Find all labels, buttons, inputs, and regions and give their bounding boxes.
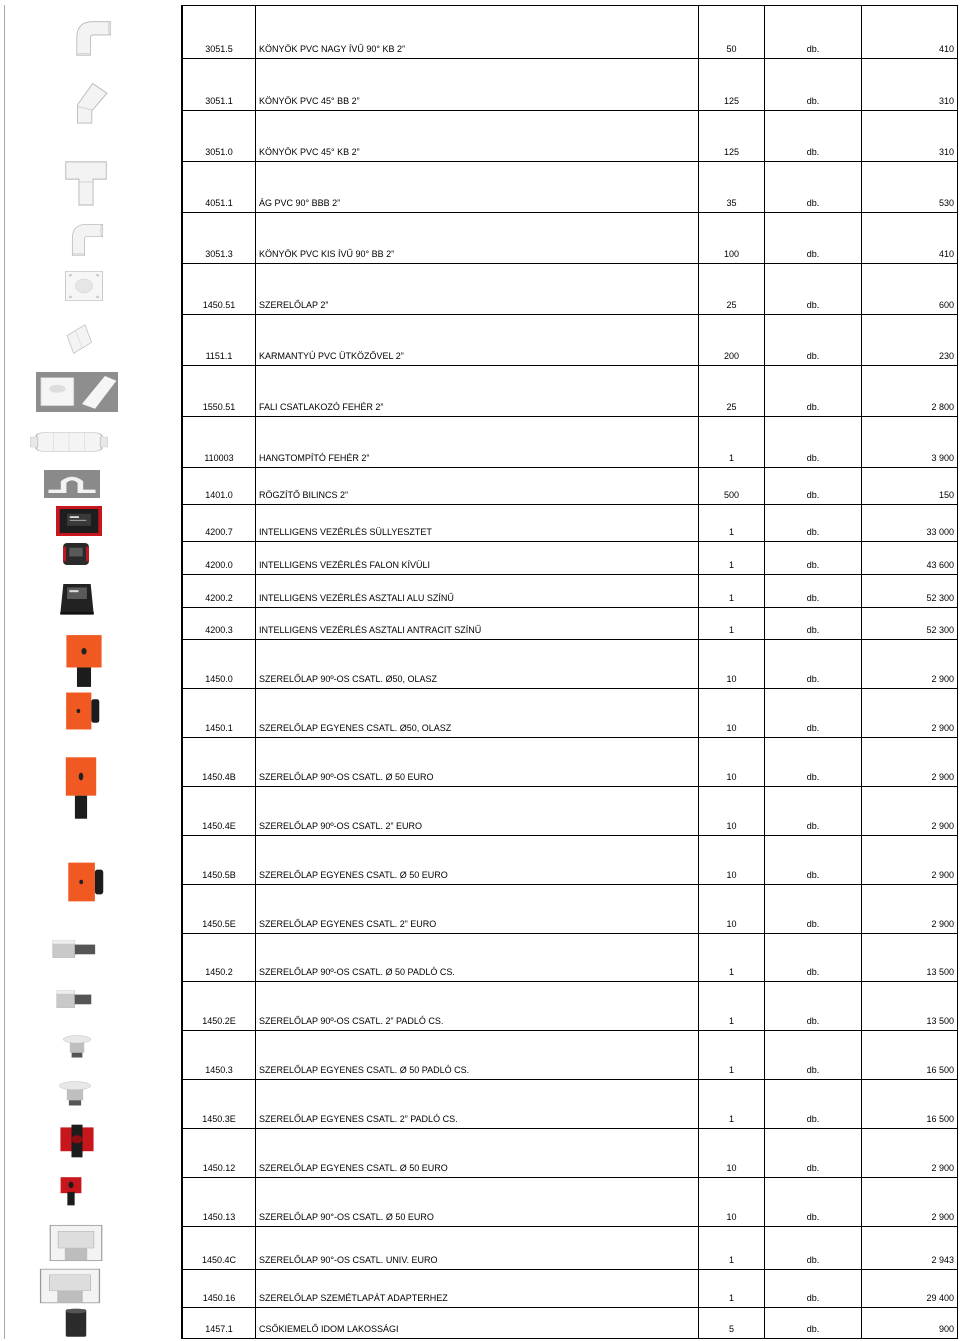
product-name: INTELLIGENS VEZÉRLÉS SÜLLYESZTET <box>256 505 699 541</box>
table-row <box>183 1129 958 1178</box>
product-code: 1450.16 <box>183 1270 256 1307</box>
table-row <box>183 1227 958 1270</box>
product-code: 4051.1 <box>183 162 256 212</box>
table-row <box>183 162 958 213</box>
unit-price: 13 500 <box>862 934 958 981</box>
quantity: 10 <box>699 640 765 688</box>
floor-90-grey-image <box>52 938 96 960</box>
unit-price: 150 <box>862 468 958 504</box>
unit-price: 530 <box>862 162 958 212</box>
unit: db. <box>765 1227 862 1269</box>
product-name: SZERELŐLAP EGYENES CSATL. Ø 50 PADLÓ CS. <box>256 1031 699 1079</box>
product-code: 3051.5 <box>183 6 256 58</box>
product-name: INTELLIGENS VEZÉRLÉS FALON KÍVÜLI <box>256 542 699 574</box>
quantity: 1 <box>699 1080 765 1128</box>
quantity: 500 <box>699 468 765 504</box>
unit: db. <box>765 505 862 541</box>
unit-price: 600 <box>862 264 958 314</box>
product-code: 4200.7 <box>183 505 256 541</box>
product-name: KÖNYÖK PVC 45° KB 2” <box>256 111 699 161</box>
product-code: 1450.2 <box>183 934 256 981</box>
unit: db. <box>765 689 862 737</box>
quantity: 5 <box>699 1308 765 1338</box>
table-row <box>183 264 958 315</box>
unit: db. <box>765 640 862 688</box>
product-code: 3051.3 <box>183 213 256 263</box>
price-table <box>181 5 958 1339</box>
unit: db. <box>765 787 862 835</box>
product-code: 1450.1 <box>183 689 256 737</box>
unit: db. <box>765 575 862 607</box>
quantity: 1 <box>699 982 765 1030</box>
table-row <box>183 468 958 505</box>
product-name: SZERELŐLAP EGYENES CSATL. Ø50, OLASZ <box>256 689 699 737</box>
product-code: 1450.3 <box>183 1031 256 1079</box>
product-code: 4200.0 <box>183 542 256 574</box>
quantity: 1 <box>699 608 765 639</box>
quantity: 50 <box>699 6 765 58</box>
unit-price: 52 300 <box>862 608 958 639</box>
unit-price: 29 400 <box>862 1270 958 1307</box>
product-code: 1450.51 <box>183 264 256 314</box>
product-code: 1450.13 <box>183 1178 256 1226</box>
unit-price: 310 <box>862 111 958 161</box>
table-row <box>183 59 958 111</box>
unit: db. <box>765 213 862 263</box>
product-name: SZERELŐLAP EGYENES CSATL. 2” EURO <box>256 885 699 933</box>
unit: db. <box>765 1270 862 1307</box>
sleeve-white-image <box>64 322 94 356</box>
table-row <box>183 542 958 575</box>
unit: db. <box>765 315 862 365</box>
quantity: 10 <box>699 689 765 737</box>
table-row <box>183 505 958 542</box>
product-code: 1450.4E <box>183 787 256 835</box>
table-row <box>183 315 958 366</box>
elbow-90-white-image <box>68 220 104 256</box>
table-row <box>183 836 958 885</box>
unit-price: 2 900 <box>862 1129 958 1177</box>
unit: db. <box>765 1080 862 1128</box>
product-name: SZERELŐLAP 90º-OS CSATL. 2” PADLÓ CS. <box>256 982 699 1030</box>
product-name: KÖNYÖK PVC KIS ÍVŰ 90° BB 2” <box>256 213 699 263</box>
table-row <box>183 1308 958 1339</box>
unit: db. <box>765 417 862 467</box>
unit-price: 2 900 <box>862 836 958 884</box>
unit-price: 43 600 <box>862 542 958 574</box>
product-code: 1450.2E <box>183 982 256 1030</box>
unit: db. <box>765 111 862 161</box>
table-row <box>183 417 958 468</box>
plate-orange-straight-image <box>66 860 104 904</box>
unit: db. <box>765 542 862 574</box>
table-row <box>183 608 958 640</box>
quantity: 10 <box>699 885 765 933</box>
floor-straight-grey-image <box>62 1034 92 1058</box>
product-code: 4200.2 <box>183 575 256 607</box>
unit: db. <box>765 885 862 933</box>
product-code: 1450.5B <box>183 836 256 884</box>
unit: db. <box>765 468 862 504</box>
unit-price: 2 900 <box>862 1178 958 1226</box>
wall-connector-white-image <box>36 372 118 412</box>
product-code: 3051.1 <box>183 59 256 110</box>
unit: db. <box>765 608 862 639</box>
quantity: 10 <box>699 836 765 884</box>
quantity: 125 <box>699 111 765 161</box>
table-row <box>183 689 958 738</box>
quantity: 1 <box>699 417 765 467</box>
floor-90-grey-image <box>56 988 92 1010</box>
table-row <box>183 787 958 836</box>
table-row <box>183 738 958 787</box>
unit-price: 16 500 <box>862 1031 958 1079</box>
product-code: 4200.3 <box>183 608 256 639</box>
table-row <box>183 1080 958 1129</box>
table-row <box>183 1031 958 1080</box>
product-code: 3051.0 <box>183 111 256 161</box>
unit-price: 310 <box>862 59 958 110</box>
unit: db. <box>765 366 862 416</box>
unit: db. <box>765 59 862 110</box>
product-code: 1450.0 <box>183 640 256 688</box>
quantity: 10 <box>699 1129 765 1177</box>
quantity: 25 <box>699 264 765 314</box>
unit-price: 2 943 <box>862 1227 958 1269</box>
table-row <box>183 575 958 608</box>
unit-price: 3 900 <box>862 417 958 467</box>
product-name: INTELLIGENS VEZÉRLÉS ASZTALI ANTRACIT SZÍNŰ <box>256 608 699 639</box>
table-row <box>183 366 958 417</box>
table-row <box>183 1270 958 1308</box>
quantity: 1 <box>699 542 765 574</box>
unit-price: 410 <box>862 213 958 263</box>
elbow-45-white-image <box>70 80 112 124</box>
table-row <box>183 111 958 162</box>
table-row <box>183 982 958 1031</box>
product-name: SZERELŐLAP 90°-OS CSATL. Ø 50 EURO <box>256 1178 699 1226</box>
controller-flush-image <box>56 506 102 536</box>
frame-device-white-image <box>38 1266 102 1306</box>
unit-price: 900 <box>862 1308 958 1338</box>
unit-price: 13 500 <box>862 982 958 1030</box>
table-row <box>183 885 958 934</box>
tee-white-image <box>64 158 108 206</box>
table-row <box>183 640 958 689</box>
unit: db. <box>765 934 862 981</box>
unit: db. <box>765 6 862 58</box>
unit-price: 52 300 <box>862 575 958 607</box>
quantity: 200 <box>699 315 765 365</box>
unit-price: 2 900 <box>862 738 958 786</box>
product-name: FALI CSATLAKOZÓ FEHÉR 2” <box>256 366 699 416</box>
unit: db. <box>765 1129 862 1177</box>
table-row <box>183 934 958 982</box>
product-code: 1151.1 <box>183 315 256 365</box>
unit: db. <box>765 1178 862 1226</box>
unit-price: 2 900 <box>862 787 958 835</box>
quantity: 1 <box>699 1270 765 1307</box>
product-name: INTELLIGENS VEZÉRLÉS ASZTALI ALU SZÍNŰ <box>256 575 699 607</box>
product-code: 1450.4B <box>183 738 256 786</box>
product-name: SZERELŐLAP 2” <box>256 264 699 314</box>
plate-orange-90-image <box>62 756 100 820</box>
unit-price: 2 900 <box>862 640 958 688</box>
product-code: 1457.1 <box>183 1308 256 1338</box>
product-name: ÁG PVC 90° BBB 2” <box>256 162 699 212</box>
clamp-white-image <box>44 470 100 498</box>
product-code: 1450.4C <box>183 1227 256 1269</box>
product-code: 1401.0 <box>183 468 256 504</box>
product-code: 110003 <box>183 417 256 467</box>
floor-straight-grey-image <box>58 1080 92 1106</box>
silencer-white-image <box>30 428 108 456</box>
plate-orange-90-image <box>62 634 106 688</box>
unit-price: 16 500 <box>862 1080 958 1128</box>
quantity: 1 <box>699 1227 765 1269</box>
quantity: 125 <box>699 59 765 110</box>
quantity: 35 <box>699 162 765 212</box>
elbow-90-white-image <box>72 17 112 56</box>
controller-wall-image <box>62 542 90 566</box>
quantity: 1 <box>699 505 765 541</box>
product-name: SZERELŐLAP 90º-OS CSATL. Ø 50 EURO <box>256 738 699 786</box>
product-code: 1450.5E <box>183 885 256 933</box>
unit: db. <box>765 1308 862 1338</box>
quantity: 25 <box>699 366 765 416</box>
product-code: 1450.3E <box>183 1080 256 1128</box>
unit: db. <box>765 162 862 212</box>
product-name: CSŐKIEMELŐ IDOM LAKOSSÁGI <box>256 1308 699 1338</box>
product-name: RÖGZÍTŐ BILINCS 2” <box>256 468 699 504</box>
unit: db. <box>765 738 862 786</box>
product-name: SZERELŐLAP 90º-OS CSATL. Ø50, OLASZ <box>256 640 699 688</box>
quantity: 1 <box>699 934 765 981</box>
mounting-plate-white-image <box>64 270 104 302</box>
product-code: 1450.12 <box>183 1129 256 1177</box>
product-name: SZERELŐLAP 90º-OS CSATL. Ø 50 PADLÓ CS. <box>256 934 699 981</box>
product-name: SZERELŐLAP SZEMÉTLAPÁT ADAPTERHEZ <box>256 1270 699 1307</box>
quantity: 10 <box>699 738 765 786</box>
product-image-column <box>0 0 180 1341</box>
quantity: 10 <box>699 787 765 835</box>
unit-price: 33 000 <box>862 505 958 541</box>
frame-device-white-image <box>48 1222 104 1264</box>
product-name: SZERELŐLAP EGYENES CSATL. Ø 50 EURO <box>256 1129 699 1177</box>
unit-price: 230 <box>862 315 958 365</box>
quantity: 1 <box>699 1031 765 1079</box>
unit: db. <box>765 836 862 884</box>
unit-price: 2 900 <box>862 885 958 933</box>
unit-price: 2 800 <box>862 366 958 416</box>
unit-price: 410 <box>862 6 958 58</box>
table-row <box>183 6 958 59</box>
plate-red-90-image <box>58 1174 84 1206</box>
table-row <box>183 213 958 264</box>
product-name: SZERELŐLAP 90º-OS CSATL. 2” EURO <box>256 787 699 835</box>
pipe-riser-dark-image <box>60 1308 92 1338</box>
unit: db. <box>765 1031 862 1079</box>
plate-orange-straight-image <box>64 690 100 732</box>
product-name: KARMANTYÚ PVC ÜTKÖZŐVEL 2” <box>256 315 699 365</box>
unit: db. <box>765 264 862 314</box>
quantity: 10 <box>699 1178 765 1226</box>
plate-red-image <box>54 1124 100 1158</box>
table-row <box>183 1178 958 1227</box>
quantity: 100 <box>699 213 765 263</box>
unit: db. <box>765 982 862 1030</box>
product-code: 1550.51 <box>183 366 256 416</box>
quantity: 1 <box>699 575 765 607</box>
controller-desk-image <box>58 582 96 616</box>
product-name: KÖNYÖK PVC NAGY ÍVŰ 90° KB 2” <box>256 6 699 58</box>
product-name: SZERELŐLAP 90°-OS CSATL. UNIV. EURO <box>256 1227 699 1269</box>
product-name: SZERELŐLAP EGYENES CSATL. Ø 50 EURO <box>256 836 699 884</box>
unit-price: 2 900 <box>862 689 958 737</box>
product-name: HANGTOMPÍTÓ FEHÉR 2” <box>256 417 699 467</box>
product-name: SZERELŐLAP EGYENES CSATL. 2” PADLÓ CS. <box>256 1080 699 1128</box>
product-name: KÖNYÖK PVC 45° BB 2” <box>256 59 699 110</box>
